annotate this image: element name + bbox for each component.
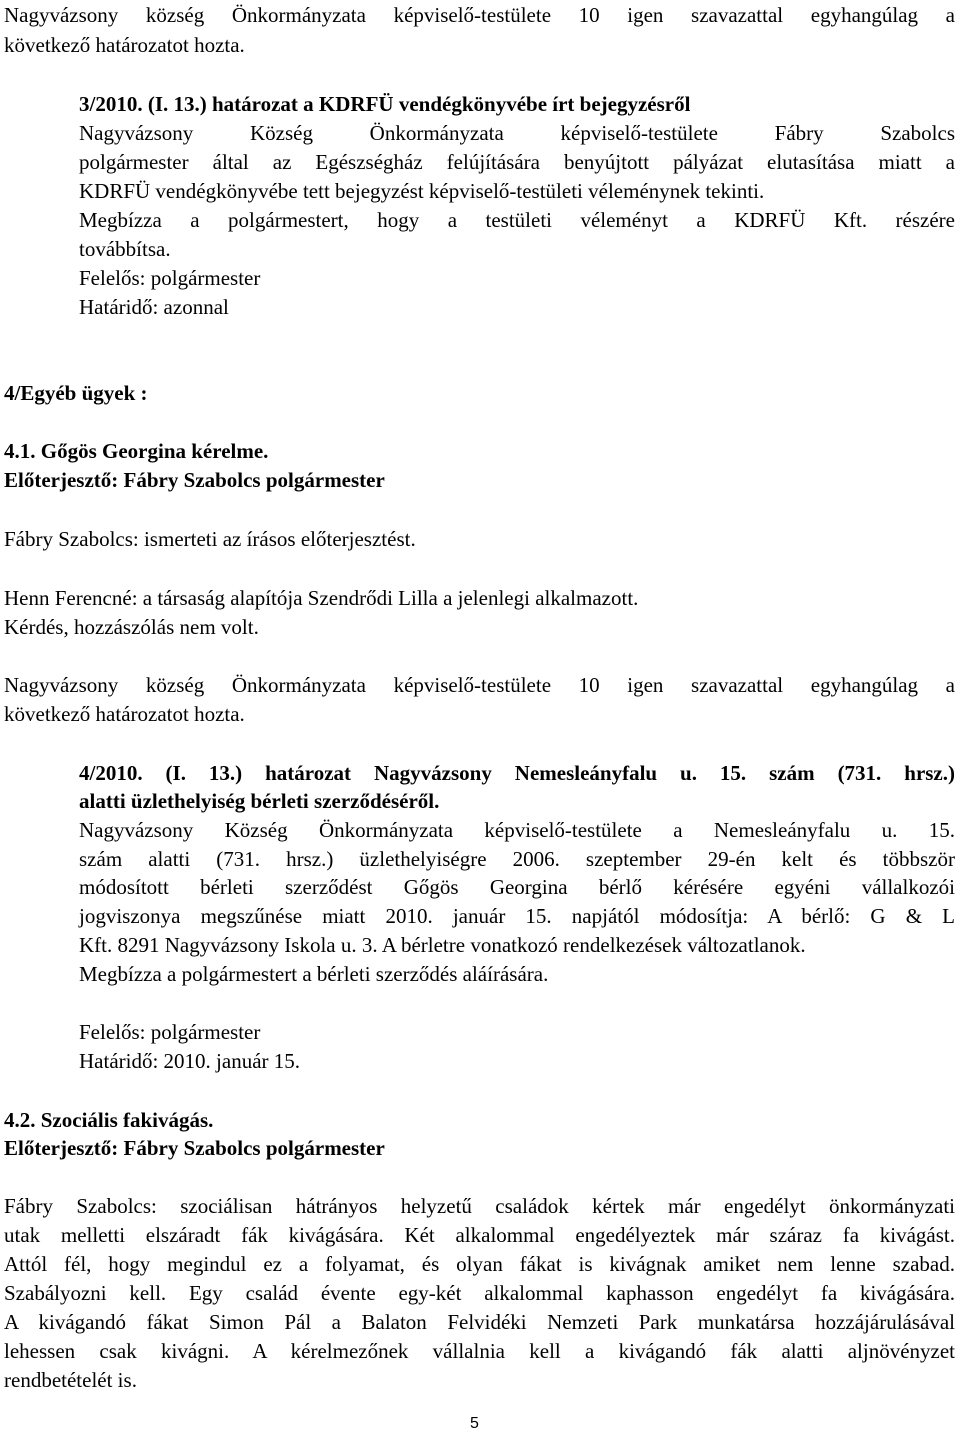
resolution-4-text-2: szám alatti (731. hrsz.) üzlethelyiségre 2006. szeptember 29-én kelt és többször — [79, 847, 955, 871]
resolution-4-text-1: Nagyvázsony Község Önkormányzata képviselő-testülete a Nemesleányfalu u. 15. — [79, 818, 955, 842]
item-4-1-title: 4.1. Gőgös Georgina kérelme. — [4, 439, 269, 463]
resolution-3-text-4: Megbízza a polgármestert, hogy a testületi véleményt a KDRFÜ Kft. részére — [79, 208, 955, 232]
resolution-3-text-5: továbbítsa. — [79, 237, 171, 261]
resolution-3-responsible: Felelős: polgármester — [79, 266, 261, 290]
top-vote-line-1: Nagyvázsony község Önkormányzata képviselő-testülete 10 igen szavazattal egyhangúlag a — [4, 3, 955, 27]
resolution-4-deadline: Határidő: 2010. január 15. — [79, 1049, 301, 1073]
resolution-4-responsible: Felelős: polgármester — [79, 1020, 261, 1044]
item-4-2-text-6: lehessen csak kivágni. A kérelmezőnek vállalnia kell a kivágandó fák alatti aljnövényzet — [4, 1339, 955, 1363]
item-4-2-text-5: A kivágandó fákat Simon Pál a Balaton Felvidéki Nemzeti Park munkatársa hozzájárulásával — [4, 1310, 955, 1334]
item-4-2-text-3: Attól fél, hogy megindul ez a folyamat, és olyan fákat is kivágnak amiket nem lenne szabad. — [4, 1252, 955, 1276]
resolution-4-text-5: Kft. 8291 Nagyvázsony Iskola u. 3. A bérletre vonatkozó rendelkezések változatlanok. — [79, 933, 806, 957]
item-4-2-text-7: rendbetételét is. — [4, 1368, 137, 1392]
top-vote-line-2: következő határozatot hozta. — [4, 33, 245, 57]
item-4-2-text-4: Szabályozni kell. Egy család évente egy-két alkalommal kaphasson engedélyt fa kivágására. — [4, 1281, 955, 1305]
resolution-4-text-6: Megbízza a polgármestert a bérleti szerződés aláírására. — [79, 962, 549, 986]
item-4-1-statement-3: Kérdés, hozzászólás nem volt. — [4, 615, 259, 639]
item-4-2-title: 4.2. Szociális fakivágás. — [4, 1108, 214, 1132]
item-4-2-text-1: Fábry Szabolcs: szociálisan hátrányos helyzetű családok kértek már engedélyt önkormányzati — [4, 1194, 955, 1218]
item-4-2-presenter: Előterjesztő: Fábry Szabolcs polgármester — [4, 1136, 385, 1160]
item-4-1-statement-1: Fábry Szabolcs: ismerteti az írásos előterjesztést. — [4, 527, 416, 551]
section-4-heading: 4/Egyéb ügyek : — [4, 381, 148, 405]
item-4-1-presenter: Előterjesztő: Fábry Szabolcs polgármester — [4, 468, 385, 492]
resolution-3-text-2: polgármester által az Egészségház felújítására benyújtott pályázat elutasítása miatt a — [79, 150, 955, 174]
resolution-4-text-4: jogviszonya megszűnése miatt 2010. január 15. napjától módosítja: A bérlő: G & L — [79, 904, 955, 928]
resolution-4-title-1: 4/2010. (I. 13.) határozat Nagyvázsony Nemesleányfalu u. 15. szám (731. hrsz.) — [79, 761, 955, 785]
item-4-1-vote-line-1: Nagyvázsony község Önkormányzata képviselő-testülete 10 igen szavazattal egyhangúlag a — [4, 673, 955, 697]
page-number: 5 — [470, 1415, 479, 1432]
resolution-3-text-3: KDRFÜ vendégkönyvébe tett bejegyzést képviselő-testületi véleménynek tekinti. — [79, 179, 765, 203]
resolution-3-title: 3/2010. (I. 13.) határozat a KDRFÜ vendégkönyvébe írt bejegyzésről — [79, 92, 691, 116]
resolution-3-deadline: Határidő: azonnal — [79, 295, 229, 319]
resolution-4-text-3: módosított bérleti szerződést Gőgös Georgina bérlő kérésére egyéni vállalkozói — [79, 875, 955, 899]
item-4-1-vote-line-2: következő határozatot hozta. — [4, 702, 245, 726]
item-4-2-text-2: utak melletti elszáradt fák kivágására. Két alkalommal engedélyeztek már száraz fa kivágást. — [4, 1223, 955, 1247]
resolution-3-text-1: Nagyvázsony Község Önkormányzata képviselő-testülete Fábry Szabolcs — [79, 121, 955, 145]
item-4-1-statement-2: Henn Ferencné: a társaság alapítója Szendrődi Lilla a jelenlegi alkalmazott. — [4, 586, 639, 610]
resolution-4-title-2: alatti üzlethelyiség bérleti szerződéséről. — [79, 789, 440, 813]
